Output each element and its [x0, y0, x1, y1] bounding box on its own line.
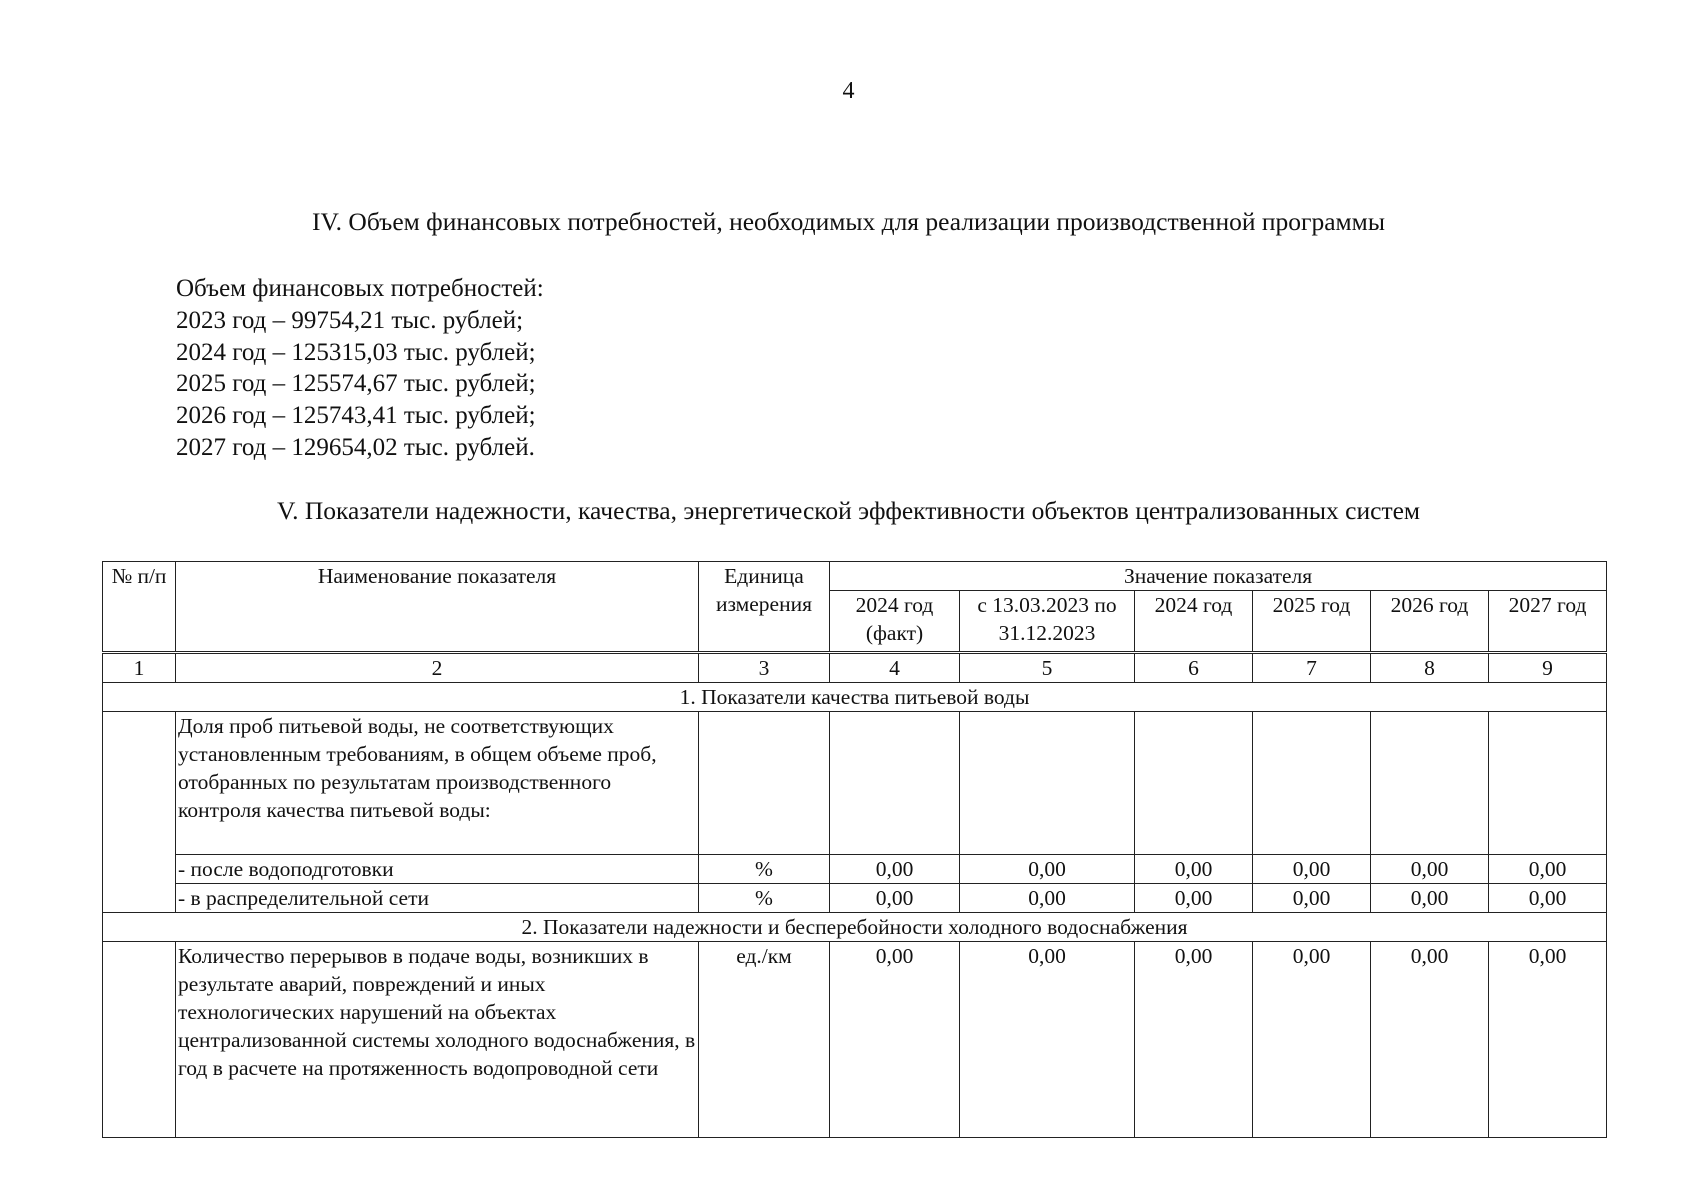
- section-5-title: V. Показатели надежности, качества, энергетической эффективности объектов централизованных систем: [276, 496, 1421, 525]
- indicator-description: Доля проб питьевой воды, не соответствующих установленным требованиям, в общем объеме проб, отобранных по результатам производственного контроля качества питьевой воды:: [176, 712, 699, 855]
- header-name: Наименование показателя: [176, 562, 699, 653]
- value-cell: 0,00: [1135, 855, 1253, 884]
- financial-needs-line: 2026 год – 125743,41 тыс. рублей;: [176, 402, 536, 430]
- value-cell: 0,00: [960, 942, 1135, 1138]
- column-number: 5: [960, 653, 1135, 683]
- empty-cell: [1371, 712, 1489, 855]
- value-cell: 0,00: [1135, 942, 1253, 1138]
- column-number: 9: [1489, 653, 1607, 683]
- column-number: 3: [699, 653, 830, 683]
- value-cell: 0,00: [960, 855, 1135, 884]
- indicator-name: - после водоподготовки: [176, 855, 699, 884]
- column-number: 7: [1253, 653, 1371, 683]
- column-number: 6: [1135, 653, 1253, 683]
- header-year: 2026 год: [1371, 591, 1489, 653]
- header-values-group: Значение показателя: [830, 562, 1607, 591]
- value-cell: 0,00: [1371, 855, 1489, 884]
- value-cell: 0,00: [1489, 855, 1607, 884]
- indicator-name: - в распределительной сети: [176, 884, 699, 913]
- table-row: [103, 855, 1607, 884]
- empty-cell: [960, 712, 1135, 855]
- value-cell: 0,00: [1253, 942, 1371, 1138]
- value-cell: 0,00: [830, 942, 960, 1138]
- table-header-row: [103, 562, 1607, 591]
- empty-cell: [699, 712, 830, 855]
- header-unit: Единица измерения: [699, 562, 830, 653]
- value-cell: 0,00: [1371, 884, 1489, 913]
- value-cell: 0,00: [960, 884, 1135, 913]
- value-cell: 0,00: [1371, 942, 1489, 1138]
- table-row: [103, 712, 1607, 855]
- value-cell: 0,00: [1135, 884, 1253, 913]
- table-row: [103, 942, 1607, 1138]
- group-2-title: 2. Показатели надежности и бесперебойности холодного водоснабжения: [103, 913, 1607, 942]
- financial-needs-line: 2023 год – 99754,21 тыс. рублей;: [176, 306, 524, 334]
- column-number: 4: [830, 653, 960, 683]
- value-cell: 0,00: [830, 884, 960, 913]
- group-header-row: [103, 913, 1607, 942]
- empty-cell: [1253, 712, 1371, 855]
- section-4-title: IV. Объем финансовых потребностей, необходимых для реализации производственной программы: [312, 207, 1385, 236]
- indicators-table: [102, 561, 1607, 1138]
- financial-needs-line: 2027 год – 129654,02 тыс. рублей.: [176, 433, 535, 461]
- value-cell: 0,00: [1489, 942, 1607, 1138]
- empty-cell: [1135, 712, 1253, 855]
- header-num: № п/п: [103, 562, 176, 653]
- financial-needs-line: 2024 год – 125315,03 тыс. рублей;: [176, 338, 536, 366]
- column-number: 1: [103, 653, 176, 683]
- group-header-row: [103, 683, 1607, 712]
- value-cell: 0,00: [1253, 884, 1371, 913]
- group-1-title: 1. Показатели качества питьевой воды: [103, 683, 1607, 712]
- row-num-cell: [103, 942, 176, 1138]
- header-year: с 13.03.2023 по 31.12.2023: [960, 591, 1135, 653]
- column-number: 8: [1371, 653, 1489, 683]
- financial-needs-intro: Объем финансовых потребностей:: [176, 275, 544, 302]
- financial-needs-line: 2025 год – 125574,67 тыс. рублей;: [176, 370, 536, 398]
- table-row: [103, 884, 1607, 913]
- column-number: 2: [176, 653, 699, 683]
- empty-cell: [1489, 712, 1607, 855]
- page-number: 4: [842, 78, 855, 104]
- value-cell: 0,00: [1489, 884, 1607, 913]
- financial-needs-block: [176, 273, 544, 464]
- value-cell: 0,00: [1253, 855, 1371, 884]
- header-year: 2024 год: [1135, 591, 1253, 653]
- empty-cell: [830, 712, 960, 855]
- header-year: 2027 год: [1489, 591, 1607, 653]
- header-year: 2025 год: [1253, 591, 1371, 653]
- column-numbers-row: [103, 653, 1607, 683]
- indicator-name: Количество перерывов в подаче воды, возникших в результате аварий, повреждений и иных технологических нарушений на объектах централизованной системы холодного водоснабжения, в год в расчете на протяженность водопроводной сети: [176, 942, 699, 1138]
- indicator-unit: %: [699, 855, 830, 884]
- indicator-unit: %: [699, 884, 830, 913]
- header-year: 2024 год (факт): [830, 591, 960, 653]
- value-cell: 0,00: [830, 855, 960, 884]
- indicator-unit: ед./км: [699, 942, 830, 1138]
- row-num-cell: [103, 712, 176, 913]
